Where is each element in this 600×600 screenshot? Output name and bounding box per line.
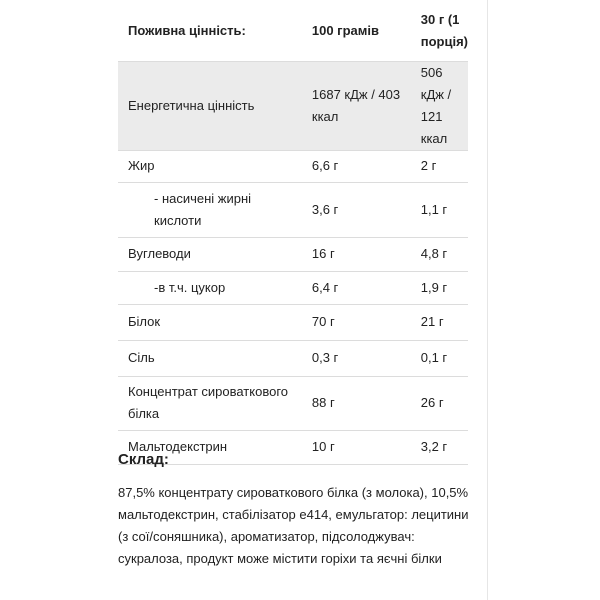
row-per-serving: 26 г	[411, 376, 468, 430]
row-label: Вуглеводи	[118, 237, 302, 271]
row-per-100g: 6,6 г	[302, 150, 411, 182]
row-per-100g: 6,4 г	[302, 271, 411, 304]
row-label: Сіль	[118, 340, 302, 376]
row-per-100g: 3,6 г	[302, 182, 411, 237]
composition-title: Склад:	[118, 451, 169, 468]
header-nutrition-value: Поживна цінність:	[118, 2, 302, 61]
table-row	[118, 237, 468, 271]
row-per-serving: 506 кДж / 121 ккал	[411, 61, 468, 150]
header-per-serving: 30 г (1 порція)	[411, 2, 468, 61]
table-row	[118, 150, 468, 182]
composition-text: 87,5% концентрату сироваткового білка (з молока), 10,5% мальтодекстрин, стабілізатор е414, емульгатор: лецитини (з сої/соняшника), ароматизатор, підсолоджувач: сукралоза, продукт може містити горіхи та яєчні білки	[118, 485, 469, 566]
row-per-serving: 21 г	[411, 304, 468, 340]
row-per-serving: 1,1 г	[411, 182, 468, 237]
row-per-100g: 16 г	[302, 237, 411, 271]
table-row	[118, 182, 468, 237]
row-per-serving: 2 г	[411, 150, 468, 182]
row-per-100g: 10 г	[302, 430, 411, 464]
row-per-serving: 1,9 г	[411, 271, 468, 304]
row-per-100g: 70 г	[302, 304, 411, 340]
table-row	[118, 376, 468, 430]
row-label: Енергетична цінність	[118, 61, 302, 150]
row-per-serving: 4,8 г	[411, 237, 468, 271]
row-per-100g: 88 г	[302, 376, 411, 430]
table-row	[118, 430, 468, 464]
row-label: Жир	[118, 150, 302, 182]
table-row	[118, 340, 468, 376]
row-label: Концентрат сироваткового білка	[118, 376, 302, 430]
row-label: Мальтодекстрин	[118, 430, 302, 464]
row-label: Білок	[118, 304, 302, 340]
page-edge-divider	[487, 0, 488, 600]
nutrition-table	[118, 2, 468, 465]
row-per-serving: 3,2 г	[411, 430, 468, 464]
row-per-serving: 0,1 г	[411, 340, 468, 376]
table-row	[118, 61, 468, 150]
table-header-row	[118, 2, 468, 61]
row-per-100g: 1687 кДж / 403 ккал	[302, 61, 411, 150]
header-per-100g: 100 грамів	[302, 2, 411, 61]
table-row	[118, 304, 468, 340]
table-row	[118, 271, 468, 304]
row-label: - насичені жирні кислоти	[118, 182, 302, 237]
row-label: -в т.ч. цукор	[118, 271, 302, 304]
row-per-100g: 0,3 г	[302, 340, 411, 376]
